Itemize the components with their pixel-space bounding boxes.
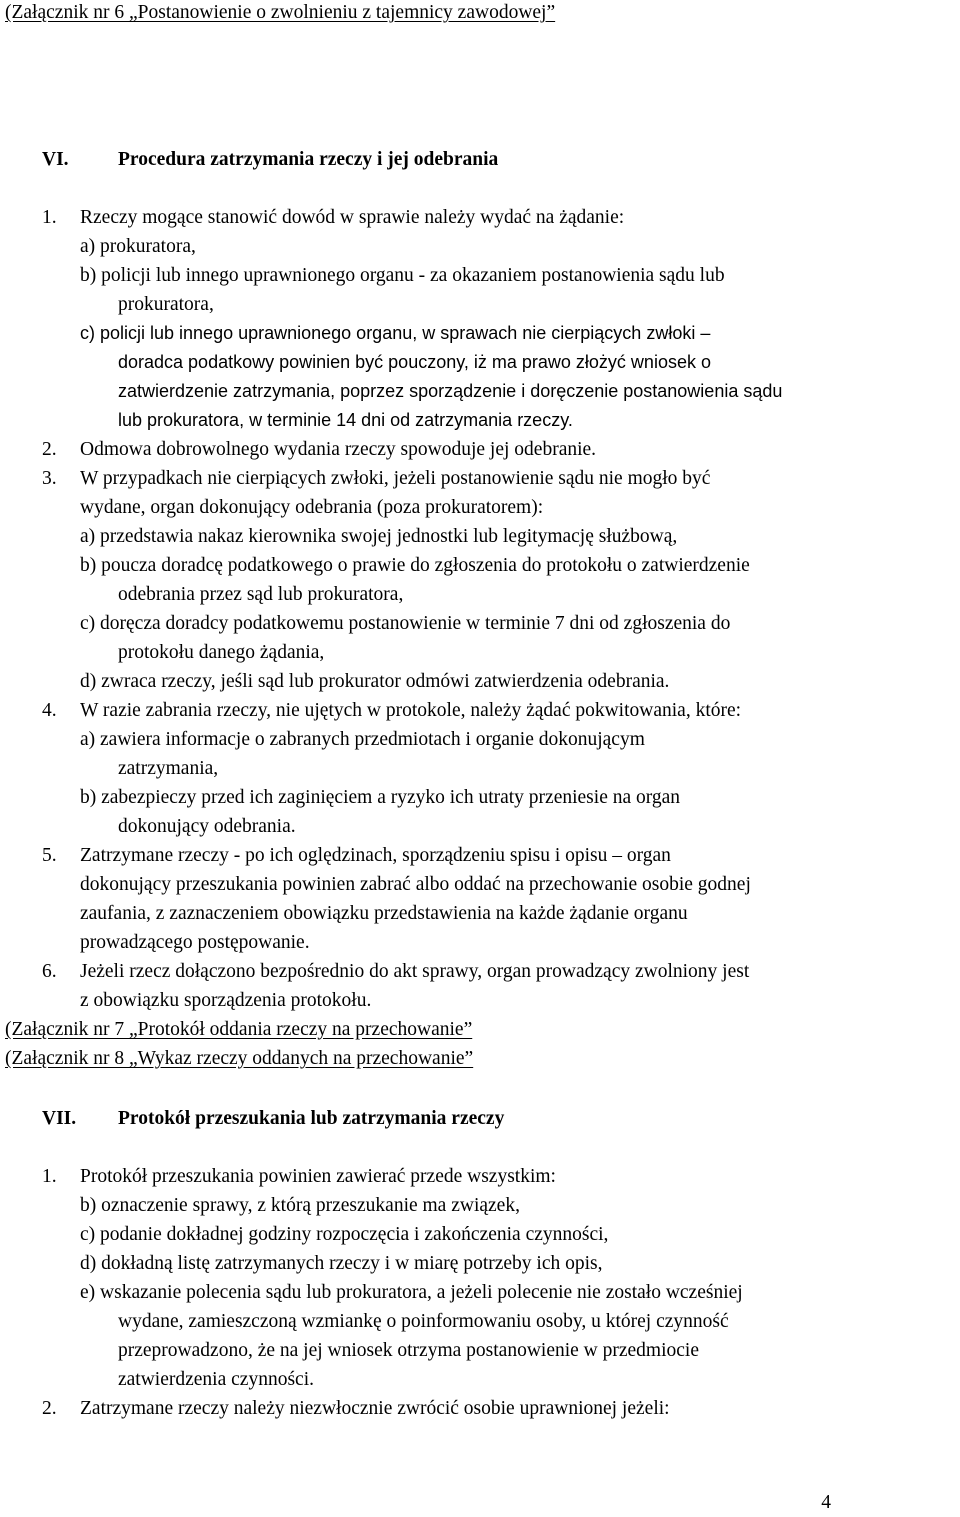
vi-item-3-a: a) przedstawia nakaz kierownika swojej jednostki lub legitymację służbową, <box>80 526 678 547</box>
vi-item-6-number: 6. <box>42 961 57 982</box>
vii-item-2-text: Zatrzymane rzeczy należy niezwłocznie zwrócić osobie uprawnionej jeżeli: <box>80 1398 670 1419</box>
vi-item-3-number: 3. <box>42 468 57 489</box>
vi-item-3-b-line2: odebrania przez sąd lub prokuratora, <box>118 584 404 605</box>
vii-item-1-text: Protokół przeszukania powinien zawierać przede wszystkim: <box>80 1166 556 1187</box>
vi-item-4-b-line2: dokonujący odebrania. <box>118 816 296 837</box>
vii-item-1-number: 1. <box>42 1166 57 1187</box>
vi-item-1-c-line2: doradca podatkowy powinien być pouczony, iż ma prawo złożyć wniosek o <box>118 352 711 372</box>
page-number: 4 <box>821 1492 831 1513</box>
vi-item-3-c-line1: c) doręcza doradcy podatkowemu postanowienie w terminie 7 dni od zgłoszenia do <box>80 613 731 634</box>
vi-item-5-line2: dokonujący przeszukania powinien zabrać albo oddać na przechowanie osobie godnej <box>80 874 751 895</box>
vi-item-4-number: 4. <box>42 700 57 721</box>
vi-item-6-line1: Jeżeli rzecz dołączono bezpośrednio do akt sprawy, organ prowadzący zwolniony jest <box>80 961 750 982</box>
vii-item-1-e-line1: e) wskazanie polecenia sądu lub prokuratora, a jeżeli polecenie nie zostało wcześniej <box>80 1282 743 1303</box>
vii-item-1-e-line3: przeprowadzono, że na jej wniosek otrzyma postanowienie w przedmiocie <box>118 1340 699 1361</box>
vi-item-5-number: 5. <box>42 845 57 866</box>
vi-item-1-text: Rzeczy mogące stanowić dowód w sprawie należy wydać na żądanie: <box>80 207 625 228</box>
vi-item-1-number: 1. <box>42 207 57 228</box>
vi-item-2-text: Odmowa dobrowolnego wydania rzeczy spowoduje jej odebranie. <box>80 439 597 460</box>
annex-8-note: (Załącznik nr 8 „Wykaz rzeczy oddanych na przechowanie” <box>5 1048 474 1069</box>
vi-item-1-b-line2: prokuratora, <box>118 294 214 315</box>
annex-7-note: (Załącznik nr 7 „Protokół oddania rzeczy na przechowanie” <box>5 1019 473 1040</box>
vi-item-3-c-line2: protokołu danego żądania, <box>118 642 325 663</box>
vi-item-4-b-line1: b) zabezpieczy przed ich zaginięciem a ryzyko ich utraty przeniesie na organ <box>80 787 681 808</box>
section-vi-title: Procedura zatrzymania rzeczy i jej odebrania <box>118 149 499 170</box>
vii-item-2-number: 2. <box>42 1398 57 1419</box>
vi-item-3-d: d) zwraca rzeczy, jeśli sąd lub prokurator odmówi zatwierdzenia odebrania. <box>80 671 670 692</box>
vi-item-3-line1: W przypadkach nie cierpiących zwłoki, jeżeli postanowienie sądu nie mogło być <box>80 468 711 489</box>
vi-item-1-c-line4: lub prokuratora, w terminie 14 dni od zatrzymania rzeczy. <box>118 410 573 430</box>
section-vii-title: Protokół przeszukania lub zatrzymania rzeczy <box>118 1108 505 1129</box>
section-vi-numeral: VI. <box>42 149 69 170</box>
annex-6-note: (Załącznik nr 6 „Postanowienie o zwolnieniu z tajemnicy zawodowej” <box>5 2 556 23</box>
vii-item-1-e-line4: zatwierdzenia czynności. <box>118 1369 314 1390</box>
vi-item-3-b-line1: b) poucza doradcę podatkowego o prawie do zgłoszenia do protokołu o zatwierdzenie <box>80 555 750 576</box>
vii-item-1-e-line2: wydane, zamieszczoną wzmiankę o poinformowaniu osoby, u której czynność <box>118 1311 729 1332</box>
vi-item-2-number: 2. <box>42 439 57 460</box>
vii-item-1-c: c) podanie dokładnej godziny rozpoczęcia i zakończenia czynności, <box>80 1224 609 1245</box>
vi-item-1-a: a) prokuratora, <box>80 236 196 257</box>
vi-item-5-line1: Zatrzymane rzeczy - po ich oględzinach, sporządzeniu spisu i opisu – organ <box>80 845 671 866</box>
vi-item-1-c-line3: zatwierdzenie zatrzymania, poprzez sporządzenie i doręczenie postanowienia sądu <box>118 381 783 401</box>
vi-item-6-line2: z obowiązku sporządzenia protokołu. <box>80 990 372 1011</box>
vi-item-4-a-line1: a) zawiera informacje o zabranych przedmiotach i organie dokonującym <box>80 729 645 750</box>
vi-item-3-line2: wydane, organ dokonujący odebrania (poza prokuratorem): <box>80 497 544 518</box>
vi-item-1-c-line1: c) policji lub innego uprawnionego organu, w sprawach nie cierpiących zwłoki – <box>80 323 711 343</box>
vi-item-4-line1: W razie zabrania rzeczy, nie ujętych w protokole, należy żądać pokwitowania, które: <box>80 700 742 721</box>
vii-item-1-d: d) dokładną listę zatrzymanych rzeczy i w miarę potrzeby ich opis, <box>80 1253 603 1274</box>
section-vii-numeral: VII. <box>42 1108 77 1129</box>
vi-item-5-line4: prowadzącego postępowanie. <box>80 932 310 953</box>
vii-item-1-b: b) oznaczenie sprawy, z którą przeszukanie ma związek, <box>80 1195 520 1216</box>
vi-item-1-b-line1: b) policji lub innego uprawnionego organu - za okazaniem postanowienia sądu lub <box>80 265 725 286</box>
vi-item-4-a-line2: zatrzymania, <box>118 758 219 779</box>
vi-item-5-line3: zaufania, z zaznaczeniem obowiązku przedstawienia na każde żądanie organu <box>80 903 688 924</box>
